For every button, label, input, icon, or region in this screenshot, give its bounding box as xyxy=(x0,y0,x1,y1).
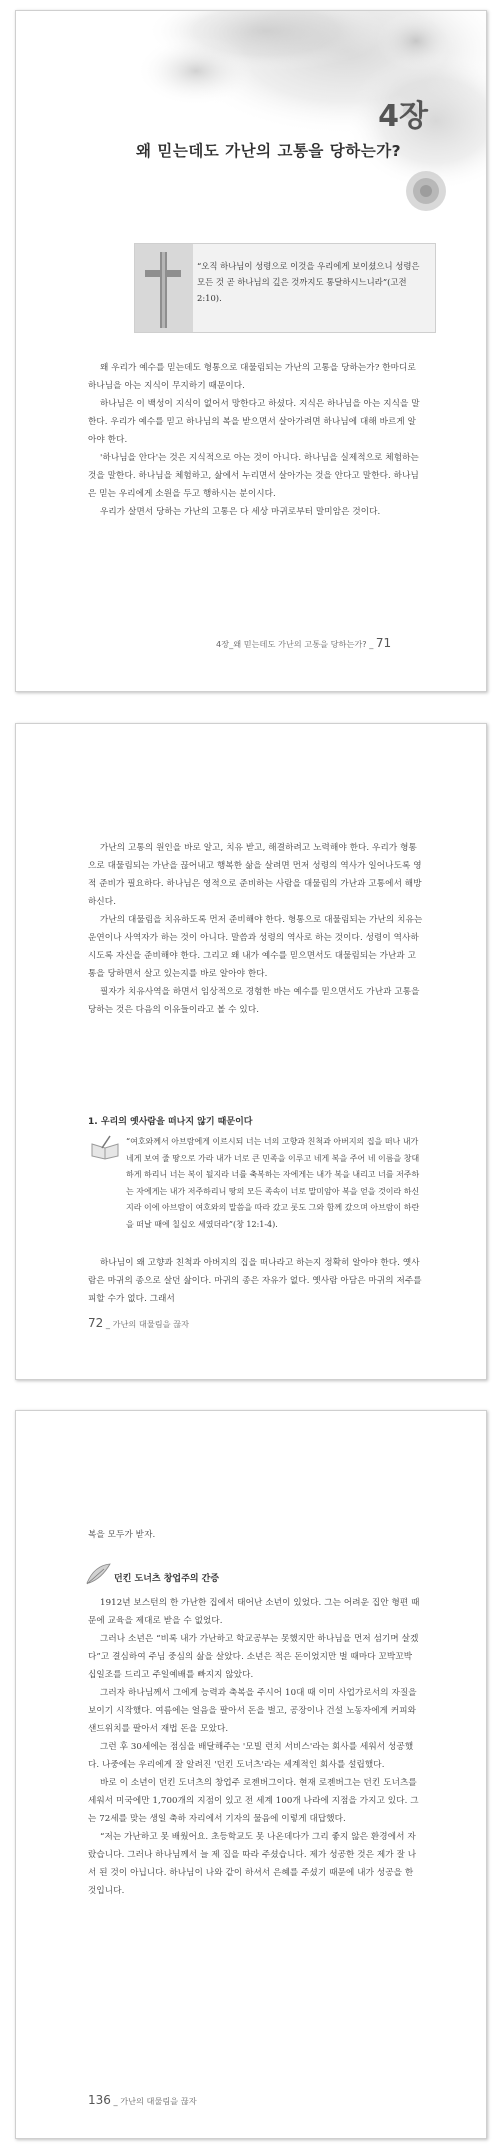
running-footer: 72 _ 가난의 대물림을 끊자 xyxy=(88,1316,189,1330)
section-heading: 던킨 도너츠 창업주의 간증 xyxy=(114,1574,220,1584)
footer-book-title: 가난의 대물림을 끊자 xyxy=(120,2096,197,2106)
paragraph: 1912년 보스턴의 한 가난한 집에서 태어난 소년이 있었다. 그는 어려운 집안 형편 때문에 교육을 제대로 받을 수 없었다. xyxy=(88,1598,420,1626)
flower-icon xyxy=(406,171,446,211)
paragraph: 그러자 하나님께서 그에게 능력과 축복을 주시어 10대 때 이미 사업가로서의 자질을 보이기 시작했다. 여름에는 얼음을 팔아서 돈을 벌고, 공장이나 건설 노동자에게 커피와 샌드위치를 팔아서 재법 돈을 모았다. xyxy=(88,1688,417,1734)
running-footer: 4장_왜 믿는데도 가난의 고통을 당하는가? _ 71 xyxy=(216,636,392,650)
epigraph-box xyxy=(134,243,436,333)
page-body xyxy=(88,839,423,1019)
paragraph: '하나님을 안다'는 것은 지식적으로 아는 것이 아니다. 하나님을 실제적으로 체험하는 것을 말한다. 하나님을 체험하고, 삶에서 누리면서 살아가는 것을 안다고 말한다. 하나님은 믿는 우리에게 소원을 두고 행하시는 분이시다. xyxy=(88,453,419,499)
paragraph: 왜 우리가 예수를 믿는데도 형통으로 대물림되는 가난의 고통을 당하는가? 한마디로 하나님을 아는 지식이 무지하기 때문이다. xyxy=(88,363,416,391)
book-page-72 xyxy=(15,723,487,1380)
page-body xyxy=(88,1594,423,1900)
footer-chapter-label: 4장_왜 믿는데도 가난의 고통을 당하는가? xyxy=(216,639,367,649)
feather-quill-icon xyxy=(84,1561,112,1587)
paragraph: 바로 이 소년이 던킨 도너츠의 창업주 로젠버그이다. 현재 로젠버그는 던킨 도너츠를 세워서 미국에만 1,700개의 지점이 있고 전 세계 100개 나라에 지점을 가지고 있다. 그는 72세를 맞는 생일 축하 자리에서 기자의 물음에 이렇게 대답했다. xyxy=(88,1778,419,1824)
chapter-number: 4장 xyxy=(378,99,428,134)
page-number: 136 xyxy=(88,2093,111,2107)
page-body-top xyxy=(88,1526,423,1544)
open-book-icon xyxy=(90,1134,120,1160)
paragraph: 하나님이 왜 고향과 친척과 아버지의 집을 떠나라고 하는지 정확히 알아야 한다. 옛사람은 마귀의 종으로 살던 삶이다. 마귀의 종은 자유가 없다. 옛사람 아담은 마귀의 저주를 피할 수가 없다. 그래서 xyxy=(88,1258,422,1304)
chapter-body xyxy=(88,359,423,521)
epigraph-quote: “오직 하나님이 성령으로 이것을 우리에게 보이셨으니 성령은 모든 것 곧 하나님의 깊은 것까지도 통달하시느니라”(고전 2:10). xyxy=(197,261,420,303)
paragraph: 가난의 고통의 원인을 바로 알고, 치유 받고, 해결하려고 노력해야 한다. 우리가 형통으로 대물림되는 가난을 끊어내고 행복한 삶을 살려면 먼저 성령의 역사가 일어나도록 영적 준비가 필요하다. 하나님은 영적으로 준비하는 사람을 대물림의 가난과 고통에서 해방하신다. xyxy=(88,843,422,907)
paragraph: 하나님은 이 백성이 지식이 없어서 망한다고 하셨다. 지식은 하나님을 아는 지식을 말한다. 우리가 예수를 믿고 하나님의 복을 받으면서 살아가려면 하나님에 대해 바르게 알아야 한다. xyxy=(88,399,420,445)
paragraph: 그런 후 30세에는 점심을 배달해주는 '모빌 런치 서비스'라는 회사를 세워서 성공했다. 나중에는 우리에게 잘 알려진 '던킨 도너츠'라는 세계적인 회사를 설립했다. xyxy=(88,1742,414,1770)
paragraph: 필자가 치유사역을 하면서 임상적으로 경험한 바는 예수를 믿으면서도 가난과 고통을 당하는 것은 다음의 이유들이라고 볼 수 있다. xyxy=(88,987,420,1015)
page-number: 72 xyxy=(88,1316,104,1330)
book-page-136 xyxy=(15,1410,487,2139)
paragraph: 복을 모두가 받자. xyxy=(88,1530,156,1540)
book-page-71 xyxy=(15,10,487,692)
paragraph: “저는 가난하고 못 배웠어요. 초등학교도 못 나온데다가 그리 좋지 않은 환경에서 자랐습니다. 그러나 하나님께서 늘 제 집을 따라 주셨습니다. 제가 성공한 것은 제가 잘 나서 된 것이 아닙니다. 하나님이 나와 같이 하셔서 은혜를 주셨기 때문에 내가 성공을 한 것입니다. xyxy=(88,1832,417,1896)
paragraph: 우리가 살면서 당하는 가난의 고통은 다 세상 마귀로부터 말미암은 것이다. xyxy=(100,507,381,517)
cross-icon xyxy=(135,244,193,332)
paragraph: 그러나 소년은 “비록 내가 가난하고 학교공부는 못했지만 하나님을 먼저 섬기며 살겠다”고 결심하여 주님 중심의 삶을 살았다. 소년은 적은 돈이었지만 벌 때마다 꼬박꼬박 십일조를 드리고 주일예배를 빠지지 않았다. xyxy=(88,1634,419,1680)
footer-book-title: 가난의 대물림을 끊자 xyxy=(112,1319,189,1329)
paragraph: 가난의 대물림을 치유하도록 먼저 준비해야 한다. 형통으로 대물림되는 가난의 치유는 운연이나 사역자가 하는 것이 아니다. 말씀과 성령의 역사로 하는 것이다. 성령이 역사하시도록 자신을 준비해야 한다. 그리고 왜 내가 예수를 믿으면서도 대물림되는 가난과 고통을 당하면서 살고 있는지를 바로 알아야 한다. xyxy=(88,915,423,979)
page-body-continued xyxy=(88,1254,423,1308)
chapter-title: 왜 믿는데도 가난의 고통을 당하는가? xyxy=(136,142,402,160)
page-number: 71 xyxy=(375,636,392,650)
section-heading: 1. 우리의 옛사람을 떠나지 않기 때문이다 xyxy=(88,1117,253,1127)
scripture-quote: “여호와께서 아브람에게 이르시되 너는 너의 고향과 친척과 아버지의 집을 떠나 내가 네게 보여 줄 땅으로 가라 내가 너로 큰 민족을 이루고 네게 복을 주어 네 이름을 창대하게 하리니 너는 복이 될지라 너를 축복하는 자에게는 내가 복을 내리고 너를 저주하는 자에게는 내가 저주하리니 땅의 모든 족속이 너로 말미암아 복을 얻을 것이라 하신지라 이에 아브람이 여호와의 말씀을 따라 갔고 롯도 그와 함께 갔으며 아브람이 하란을 떠날 때에 칠십오 세였더라”(창 12:1-4). xyxy=(126,1137,420,1229)
running-footer: 136 _ 가난의 대물림을 끊자 xyxy=(88,2093,197,2107)
